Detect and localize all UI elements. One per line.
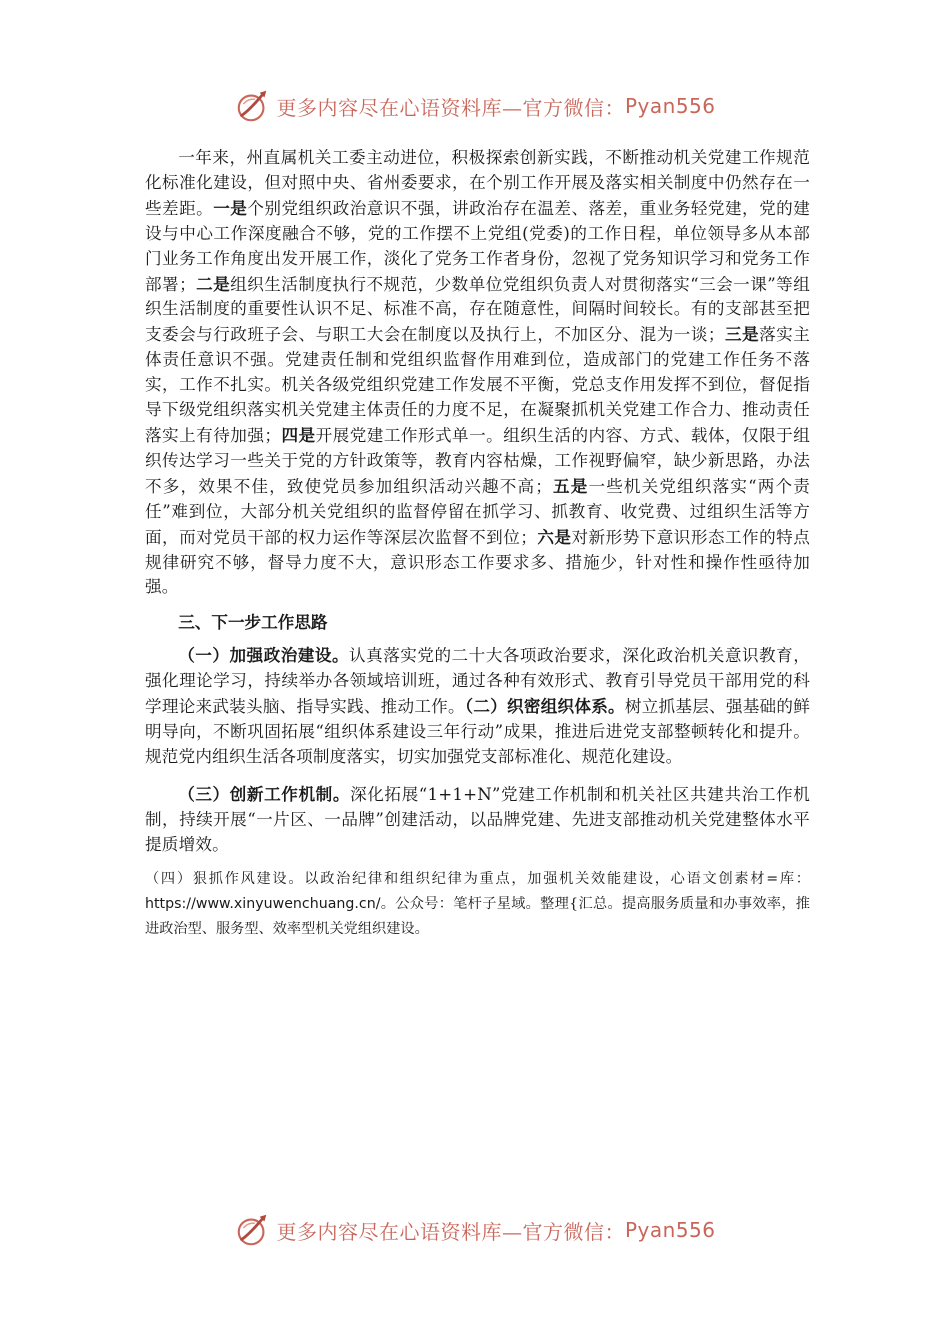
text-run: 一些机关党组织落实“两个责任”难到位，大部分机关党组织的监督停留在抓学习、抓教育、收党费、过组织生活等方面，而对党员干部的权力运作等深层次监督不到位； bbox=[145, 476, 810, 547]
bold-lead: 一是 bbox=[213, 197, 248, 218]
banner-text: 更多内容尽在心语资料库—官方微信： bbox=[276, 95, 625, 120]
text-run: 对新形势下意识形态工作的特点规律研究不够，督导力度不大，意识形态工作要求多、措施少，针对性和操作性亟待加强。 bbox=[145, 527, 810, 597]
bold-lead: 三是 bbox=[724, 324, 760, 345]
header-watermark-banner bbox=[0, 84, 950, 128]
text-run: 个别党组织政治意识不强，讲政治存在温差、落差，重业务轻党建，党的建设与中心工作深度融合不够，党的工作摆不上党组(党委)的工作日程，单位领导多从本部门业务工作角度出发开展工作，淡化了党务工作者身份，忽视了党务知识学习和党务工作部署； bbox=[145, 198, 810, 294]
text-run: 深化拓展“1+1+N”党建工作机制和机关社区共建共治工作机制，持续开展“一片区、一品牌”创建活动，以品牌党建、先进支部推动机关党建整体水平提质增效。 bbox=[145, 784, 810, 854]
text-run: 一年来，州直属机关工委主动进位，积极探索创新实践，不断推动机关党建工作规范化标准化建设，但对照中央、省州委要求，在个别工作开展及落实相关制度中仍然存在一些差距。 bbox=[145, 148, 810, 218]
paragraph-measures-4 bbox=[145, 867, 810, 941]
text-run: 认真落实党的二十大各项政治要求，深化政治机关意识教育，强化理论学习，持续举办各领域培训班，通过各种有效形式、教育引导党员干部用党的科学理论来武装头脑、指导实践、推动工作。 bbox=[145, 646, 810, 717]
banner-wechat-id: Pyan556 bbox=[624, 1218, 716, 1242]
text-run: 树立抓基层、强基础的鲜明导向，不断巩固拓展“组织体系建设三年行动”成果，推进后进党支部整顿转化和提升。规范党内组织生活各项制度落实，切实加强党支部标准化、规范化建设。 bbox=[145, 697, 810, 766]
banner-wechat-id: Pyan556 bbox=[624, 94, 716, 118]
measure-4-text-a: （四）狠抓作风建设。以政治纪律和组织纪律为重点，加强机关效能建设，心语文创素材=库： bbox=[145, 871, 810, 888]
bold-lead: 四是 bbox=[281, 424, 316, 445]
bold-lead: 六是 bbox=[537, 526, 572, 547]
document-body bbox=[145, 146, 810, 941]
footer-watermark-banner bbox=[0, 1208, 950, 1252]
bold-lead: 二是 bbox=[195, 273, 231, 294]
paragraph-measures-3 bbox=[145, 782, 810, 858]
paragraph-measures-1-2 bbox=[145, 643, 810, 770]
text-run: 开展党建工作形式单一。组织生活的内容、方式、载体，仅限于组织传达学习一些关于党的方针政策等，教育内容枯燥，工作视野偏窄，缺少新思路，办法不多，效果不佳，致使党员参加组织活动兴趣不高； bbox=[145, 425, 810, 496]
source-link[interactable]: https://www.xinyuwenchuang.cn/ bbox=[145, 896, 381, 913]
bold-lead: （二）织密组织体系。 bbox=[464, 696, 625, 717]
bold-lead: 五是 bbox=[552, 475, 589, 496]
banner-text: 更多内容尽在心语资料库—官方微信： bbox=[276, 1219, 625, 1244]
measure-4-text-b: 。公众号：笔杆子星域。整理{汇总。提高服务质量和办事效率，推进政治型、服务型、效率型机关党组织建设。 bbox=[145, 896, 810, 937]
paragraph-problems bbox=[145, 146, 810, 600]
text-run: 落实主体责任意识不强。党建责任制和党组织监督作用难到位，造成部门的党建工作任务不落实，工作不扎实。机关各级党组织党建工作发展不平衡，党总支作用发挥不到位，督促指导下级党组织落实机关党建主体责任的力度不足，在凝聚抓机关党建工作合力、推动责任落实上有待加强； bbox=[145, 325, 810, 445]
pen-logo-icon bbox=[234, 87, 272, 125]
section-heading-next-steps: 三、下一步工作思路 bbox=[178, 612, 328, 633]
text-run: 组织生活制度执行不规范，少数单位党组织负责人对贯彻落实“三会一课”等组织生活制度的重要性认识不足、标准不高，存在随意性，间隔时间较长。有的支部甚至把支委会与行政班子会、与职工大会在制度以及执行上，不加区分、混为一谈； bbox=[145, 274, 811, 345]
pen-logo-icon bbox=[234, 1211, 272, 1249]
bold-lead: （三）创新工作机制。 bbox=[178, 783, 351, 804]
bold-lead: （一）加强政治建设。 bbox=[178, 645, 350, 666]
